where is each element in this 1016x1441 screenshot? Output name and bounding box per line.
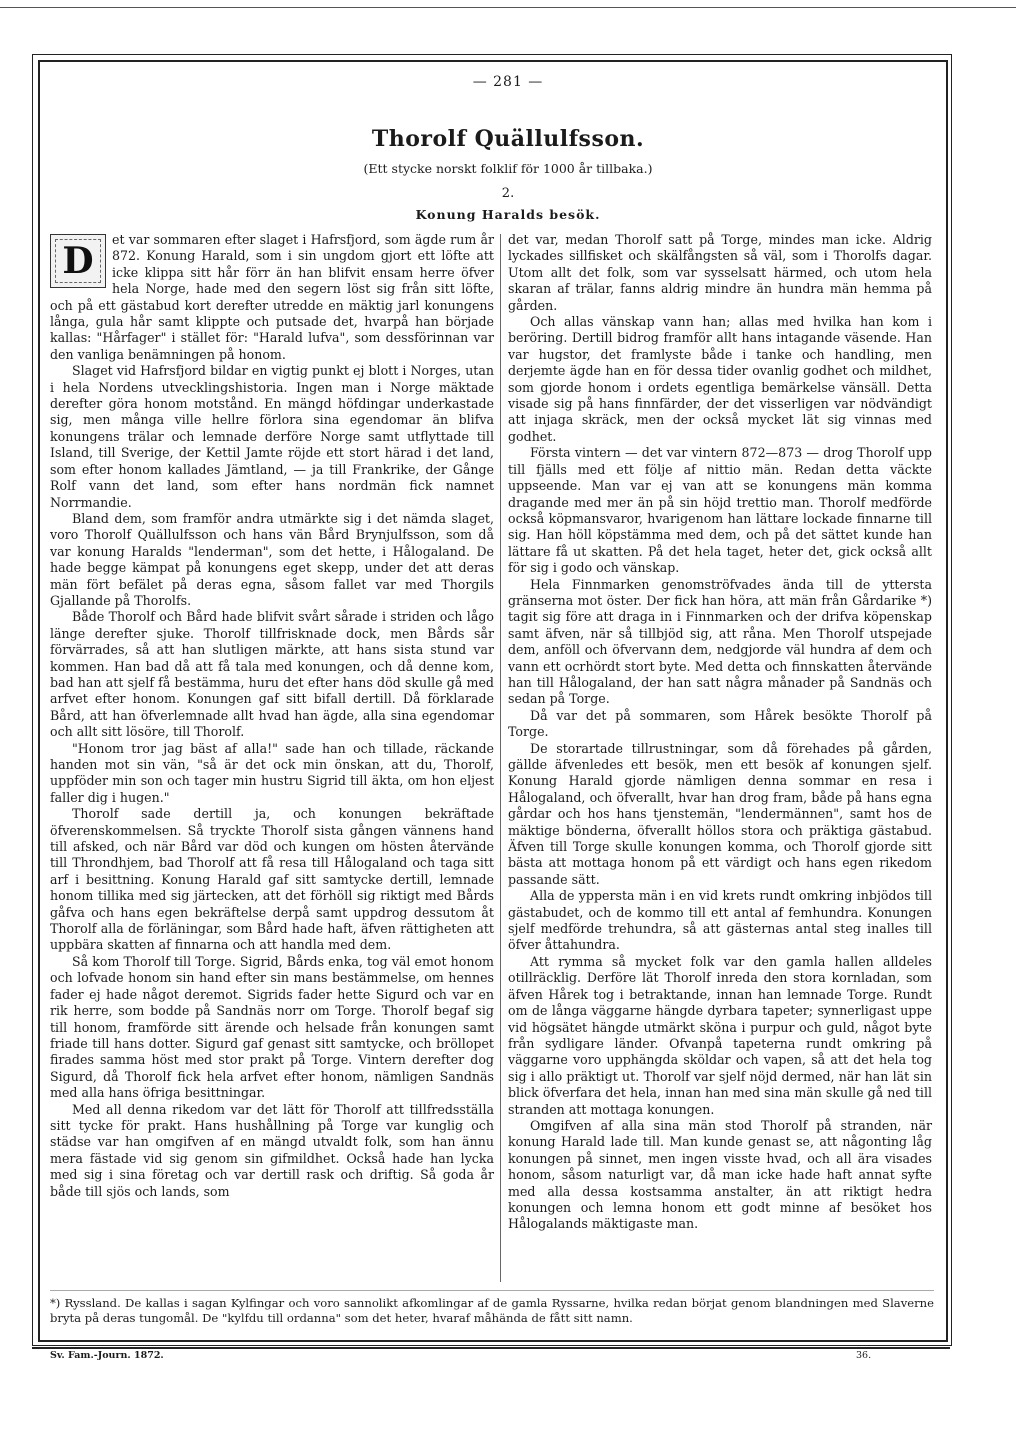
column-divider	[500, 234, 501, 1282]
paragraph: "Honom tror jag bäst af alla!" sade han och tillade, räckande handen mot sin vän, "så är det ock min önskan, att du, Thorolf, uppföder min son och tager min hustru Sigrid till äkta, om hon eljest faller dig i hugen."	[50, 740, 494, 805]
footnote: *) Ryssland. De kallas i sagan Kylfingar och voro sannolikt afkomlingar af de gamla Ryssarne, hvilka redan börjat genom blandningen med Slaverne bryta på deras tungomål. De "kylfdu till ordanna" som det heter, hvaraf måhända de fått sitt namn.	[50, 1296, 934, 1325]
paragraph: Med all denna rikedom var det lätt för Thorolf att tillfredsställa sitt tycke för prakt. Hans hushållning på Torge var kunglig och städse var han omgifven af en mängd utvaldt folk, som han ännu mera fästade vid sig genom sin gifmildhet. Också hade han lycka med sig i sina företag och var dertill rask och driftig. Så goda år både till sjös och lands, som	[50, 1101, 494, 1199]
ornamental-initial-icon	[50, 234, 106, 288]
bottom-rule	[32, 1347, 950, 1349]
paragraph: Bland dem, som framför andra utmärkte sig i det nämda slaget, voro Thorolf Quällulfsson och hans vän Bård Brynjulfsson, som då var konung Haralds "lenderman", som det hette, i Hålogaland. De hade begge kämpat på konungens eget skepp, under det att deras män fört befälet på deras egna, såsom fallet var med Thorgils Gjallande på Thorolfs.	[50, 510, 494, 608]
top-rule	[0, 7, 1016, 8]
dropcap-letter: D	[62, 240, 94, 282]
paragraph: det var, medan Thorolf satt på Torge, mindes man icke. Aldrig lyckades sillfisket och skälfångsten så väl, som i Thorolfs dagar. Utom allt det folk, som var sysselsatt härmed, och utom hela skaran af trälar, fanns aldrig mindre än hundra män hemma på gården.	[508, 232, 932, 313]
footnote-rule	[50, 1290, 934, 1291]
paragraph: Alla de yppersta män i en vid krets rundt omkring inbjödos till gästabudet, och de kommo till ett antal af femhundra. Konungen sjelf medförde trehundra, så att gästernas antal steg inalles till öfver åttahundra.	[508, 888, 932, 953]
article-title: Thorolf Quällulfsson.	[371, 126, 645, 152]
paragraph: Och allas vänskap vann han; allas med hvilka han kom i beröring. Dertill bidrog framför allt hans intagande väsende. Han var hugstor, det framlyste både i tanke och handling, men derjemte ägde han en för dessa tider ovanlig godhet och mildhet, som gjorde honom i ordets egentliga bemärkelse vänsäll. Detta visade sig på hans finnfärder, der det visserligen var nödvändigt att injaga skräck, men der också mycket lät sig vinnas med godhet.	[508, 314, 932, 444]
left-column	[50, 232, 494, 1200]
paragraph: Att rymma så mycket folk var den gamla hallen alldeles otillräcklig. Derföre lät Thorolf inreda den stora kornladan, som äfven Hårek tog i betraktande, innan han lemnade Torge. Rundt om de långa väggarne hängde dyrbara tapeter; synnerligast uppe vid högsätet hängde utmärkt sköna i purpur och guld, något byte från sydligare länder. Ofvanpå tapeterna rundt omkring på väggarne voro upphängda sköldar och vapen, så att det hela tog sig i allo präktigt ut. Thorolf var sjelf nöjd dermed, när han lät sin blick öfverfara det hela, innan han med sina män skulle gå ned till stranden att mottaga konungen.	[508, 953, 932, 1117]
section-heading: Konung Haralds besök.	[415, 207, 601, 222]
paragraph: et var sommaren efter slaget i Hafrsfjord, som ägde rum år 872. Konung Harald, som i sin ungdom gjort ett löfte att icke klippa sitt hår förr än han blifvit ensam herre öfver hela Norge, hade med den segern löst sig från sitt löfte, och på ett gästabud kort derefter utredde en mäktig jarl konungens långa, gula hår samt klippte och putsade det, hvarpå han började kallas: "Hårfager" i stället för: "Harald lufva", som dessförinnan var den vanliga benämningen på honom.	[50, 232, 494, 362]
paragraph: Både Thorolf och Bård hade blifvit svårt sårade i striden och lågo länge derefter sjuke. Thorolf tillfrisknade dock, men Bårds sår förvärrades, så att han slutligen märkte, att hans sista stund var kommen. Han bad då att få tala med konungen, och då denne kom, bad han att sjelf få bestämma, huru det efter hans död skulle gå med arfvet efter honom. Konungen gaf sitt bifall dertill. Då förklarade Bård, att han öfverlemnade allt hvad han ägde, alla sina egendomar och allt sitt lösöre, till Thorolf.	[50, 609, 494, 740]
article-subtitle: (Ett stycke norskt folklif för 1000 år tillbaka.)	[363, 161, 653, 176]
paragraph: Omgifven af alla sina män stod Thorolf på stranden, när konung Harald lade till. Man kunde genast se, att någonting låg konungen på sinnet, men ingen visste hvad, och all ära visades honom, såsom naturligt var, då man icke hade haft annat syfte med alla dessa kostsamma anstalter, än att riktigt hedra konungen och lemna honom ett godt minne af besöket hos Hålogalands mäktigaste man.	[508, 1117, 932, 1232]
paragraph: De storartade tillrustningar, som då förehades på gården, gällde äfvenledes ett besök, men ett besök af konungen sjelf. Konung Harald gjorde nämligen denna sommar en resa i Hålogaland, och öfverallt, hvar han drog fram, både på hans egna gårdar och hos hans tjenstemän, "lendermännen", samt hos de mäktige bönderna, öfverallt höllos stora och präktiga gästabud. Äfven till Torge skulle konungen komma, och Thorolf gjorde sitt bästa att mottaga honom på ett värdigt och hans egen rikedom passande sätt.	[508, 740, 932, 887]
right-column	[508, 232, 932, 1233]
part-number: 2.	[501, 186, 515, 201]
paragraph: Då var det på sommaren, som Hårek besökte Thorolf på Torge.	[508, 707, 932, 740]
page-number: — 281 —	[472, 74, 544, 90]
paragraph: Så kom Thorolf till Torge. Sigrid, Bårds enka, tog väl emot honom och lofvade honom sin hand efter sin mans bestämmelse, om hennes fader ej hade något deremot. Sigrids fader hette Sigurd och var en rik herre, som bodde på Sandnäs norr om Torge. Thorolf begaf sig till honom, framförde sitt ärende och helsade från konungen samt friade till hans dotter. Sigurd gaf genast sitt samtycke, och bröllopet firades samma höst med stor prakt på Torge. Vintern derefter dog Sigurd, då Thorolf fick hela arfvet efter honom, nämligen Sandnäs med alla hans öfriga besittningar.	[50, 953, 494, 1101]
paragraph: Slaget vid Hafrsfjord bildar en vigtig punkt ej blott i Norges, utan i hela Nordens utvecklingshistoria. Ingen man i Norge mäktade derefter göra honom motstånd. En mängd höfdingar underkastade sig, men många ville hellre förlora sina egendomar än blifva konungens trälar och lemnade derföre Norge samt utflyttade till Island, till Sverige, der Kettil Jamte röjde ett stort härad i det land, som efter honom kallades Jämtland, — ja till Frankrike, der Gånge Rolf vann det land, som efter hans nordmän fick namnet Norrmandie.	[50, 363, 494, 510]
paragraph: Thorolf sade dertill ja, och konungen bekräftade öfverenskommelsen. Så tryckte Thorolf sista gången vännens hand till afsked, och när Bård var död och kungen om hösten återvände till Throndhjem, bad Thorolf att få resa till Hålogaland och taga sitt arf i besittning. Konung Harald gaf sitt samtycke dertill, lemnade honom tillika med sig järtecken, att det förhöll sig riktigt med Bårds gåfva och hans egen bekräftelse derpå samt uppdrog dessutom åt Thorolf alla de förläningar, som Bård hade haft, äfven rättigheten att uppbära skatten af finnarna och att handla med dem.	[50, 806, 494, 953]
journal-reference: Sv. Fam.-Journ. 1872.	[50, 1350, 164, 1361]
paragraph: Första vintern — det var vintern 872—873 — drog Thorolf upp till fjälls med ett följe af nittio män. Redan detta väckte uppseende. Man var ej van att se konungens män komma dragande med mer än på sin höjd trettio man. Thorolf medförde också köpmansvaror, hvarigenom han lättare lockade finnarne till sig. Han höll köpstämma med dem, och på det sättet kunde han lättare få ut skatten. På det hela taget, heter det, gick också allt för sig i godo och vänskap.	[508, 445, 932, 576]
sheet-number: 36.	[856, 1350, 872, 1361]
paragraph: Hela Finnmarken genomströfvades ända till de yttersta gränserna mot öster. Der fick han höra, att män från Gårdarike *) tagit sig före att draga in i Finnmarken och der drifva köpenskap samt äfven, när så tillbjöd sig, att råna. Men Thorolf utspejade dem, anföll och öfvervann dem, nedgjorde väl hundra af dem och vann ett ocrhördt stort byte. Med detta och finnskatten återvände han till Hålogaland, der han satt några månader på Sandnäs och sedan på Torge.	[508, 576, 932, 707]
